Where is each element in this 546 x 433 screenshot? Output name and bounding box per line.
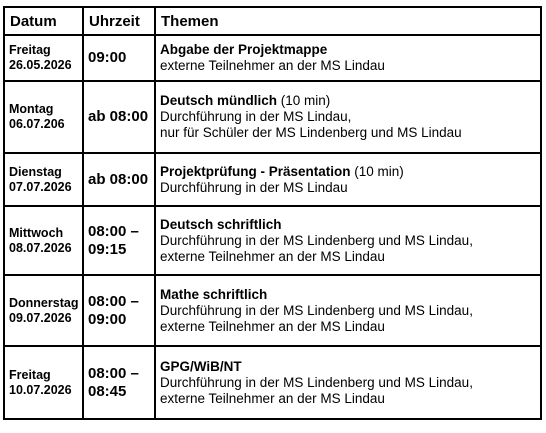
header-row xyxy=(4,7,541,35)
date-value: 10.07.2026 xyxy=(9,382,72,397)
date-cell xyxy=(4,275,83,346)
table-row xyxy=(4,35,541,81)
date-cell xyxy=(4,81,83,153)
topic-detail: nur für Schüler der MS Lindenberg und MS Lindau xyxy=(160,125,462,140)
time-cell xyxy=(83,206,155,275)
exam-schedule-table xyxy=(3,6,542,420)
topic-detail: Durchführung in der MS Lindenberg und MS Lindau, xyxy=(160,374,473,390)
date-cell xyxy=(4,153,83,206)
topic-detail: externe Teilnehmer an der MS Lindau xyxy=(160,248,385,264)
time-line: 09:00 xyxy=(88,310,127,328)
topic-detail: Durchführung in der MS Lindau, xyxy=(160,109,352,124)
date-value: 08.07.2026 xyxy=(9,240,72,255)
date-cell xyxy=(4,206,83,275)
table-row xyxy=(4,275,541,346)
topic-heading xyxy=(160,164,536,180)
date-day: Mittwoch xyxy=(9,225,64,240)
date-value: 09.07.2026 xyxy=(9,310,72,325)
time-cell xyxy=(83,81,155,153)
date-cell xyxy=(4,35,83,81)
date-day: Donnerstag xyxy=(9,295,79,310)
header-topics: Themen xyxy=(155,7,541,35)
topic-detail: externe Teilnehmer an der MS Lindau xyxy=(160,318,385,334)
date-value: 06.07.206 xyxy=(9,117,65,131)
time-cell xyxy=(83,275,155,346)
time-line: ab 08:00 xyxy=(88,108,149,125)
topic-cell xyxy=(155,35,541,81)
date-value: 26.05.2026 xyxy=(9,58,72,72)
topic-cell xyxy=(155,206,541,275)
topic-note: (10 min) xyxy=(350,163,404,179)
time-line: 08:00 – xyxy=(88,292,139,310)
table-row xyxy=(4,153,541,206)
time-cell xyxy=(83,35,155,81)
time-line: 09:15 xyxy=(88,240,127,258)
time-line: 09:00 xyxy=(88,49,127,66)
topic-cell xyxy=(155,153,541,206)
time-line: 08:00 – xyxy=(88,364,139,382)
topic-heading xyxy=(160,287,536,303)
topic-title: GPG/WiB/NT xyxy=(160,358,242,374)
time-cell xyxy=(83,153,155,206)
topic-title: Abgabe der Projektmappe xyxy=(160,42,328,57)
date-day: Freitag xyxy=(9,43,51,57)
topic-heading xyxy=(160,217,536,233)
header-time: Uhrzeit xyxy=(83,7,155,35)
topic-detail: externe Teilnehmer an der MS Lindau xyxy=(160,58,385,73)
topic-heading xyxy=(160,359,536,375)
date-day: Freitag xyxy=(9,367,51,382)
date-value: 07.07.2026 xyxy=(9,179,72,194)
table-row xyxy=(4,206,541,275)
topic-title: Deutsch mündlich xyxy=(160,93,278,108)
topic-title: Mathe schriftlich xyxy=(160,286,268,302)
topic-cell xyxy=(155,81,541,153)
topic-heading xyxy=(160,93,536,109)
date-cell xyxy=(4,346,83,419)
topic-cell xyxy=(155,275,541,346)
topic-detail: Durchführung in der MS Lindenberg und MS Lindau, xyxy=(160,302,473,318)
topic-title: Projektprüfung - Präsentation xyxy=(160,163,351,179)
topic-title: Deutsch schriftlich xyxy=(160,216,282,232)
table-row xyxy=(4,81,541,153)
topic-detail: Durchführung in der MS Lindau xyxy=(160,179,348,195)
time-line: 08:45 xyxy=(88,382,127,400)
topic-note: (10 min) xyxy=(277,93,331,108)
header-date: Datum xyxy=(4,7,83,35)
time-line: ab 08:00 xyxy=(88,170,149,188)
date-day: Dienstag xyxy=(9,164,62,179)
topic-detail: Durchführung in der MS Lindenberg und MS Lindau, xyxy=(160,232,473,248)
time-line: 08:00 – xyxy=(88,222,139,240)
topic-heading xyxy=(160,42,536,58)
table-row xyxy=(4,346,541,419)
time-cell xyxy=(83,346,155,419)
date-day: Montag xyxy=(9,102,54,116)
topic-cell xyxy=(155,346,541,419)
topic-detail: externe Teilnehmer an der MS Lindau xyxy=(160,390,385,406)
